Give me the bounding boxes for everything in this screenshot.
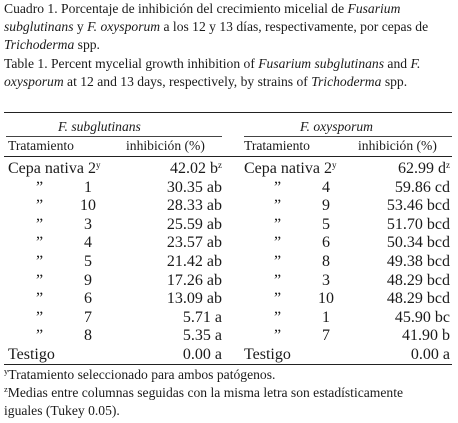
inhibition-value-left bbox=[167, 216, 222, 234]
ditto-mark-right: ” bbox=[274, 327, 282, 345]
footnote-y bbox=[4, 366, 452, 384]
table-top-rule bbox=[4, 112, 452, 113]
inhibition-value-text: 49.38 bcd bbox=[386, 253, 450, 270]
inhibition-value-right bbox=[398, 160, 450, 178]
ditto-mark-left: ” bbox=[36, 253, 44, 270]
strain-number-left: 6 bbox=[84, 290, 92, 308]
strain-number-right: 7 bbox=[322, 327, 330, 345]
inhibition-value-left bbox=[183, 309, 222, 327]
strain-number-right: 9 bbox=[322, 197, 330, 215]
treatment-name: Cepa nativa 2 bbox=[8, 160, 96, 177]
inhibition-value-text: 30.35 ab bbox=[166, 178, 222, 196]
inhibition-value-text: 23.57 ab bbox=[166, 234, 222, 252]
inhibition-value-right bbox=[387, 272, 450, 290]
strain-number-right: 4 bbox=[322, 178, 330, 196]
ditto-mark-right: ” bbox=[274, 271, 282, 289]
strain-number-right: 8 bbox=[322, 253, 330, 270]
inhibition-value-text: 62.99 d bbox=[398, 160, 446, 177]
ditto-mark-left: ” bbox=[36, 215, 44, 233]
footnote-z-text-line-2: iguales (Tukey 0.05). bbox=[4, 403, 120, 418]
strain-number-left: 9 bbox=[84, 271, 92, 289]
strain-number-right: 5 bbox=[322, 215, 330, 233]
row-treatment-left bbox=[8, 346, 55, 364]
ditto-mark-left: ” bbox=[36, 308, 44, 326]
inhibition-value-text: 53.46 bcd bbox=[386, 197, 450, 215]
caption-english bbox=[4, 55, 452, 91]
strain-number-right: 1 bbox=[322, 308, 330, 326]
inhibition-value-right bbox=[402, 327, 450, 345]
inhibition-value-text: 0.00 a bbox=[410, 346, 450, 363]
caption-es-suffix: spp. bbox=[74, 37, 100, 52]
inhibition-value-text: 13.09 ab bbox=[166, 290, 222, 308]
ditto-mark-left: ” bbox=[36, 234, 44, 252]
col-header-inhibition-1: inhibición (%) bbox=[126, 138, 205, 153]
inhibition-value-left bbox=[167, 234, 222, 252]
caption-en-mid-1: and bbox=[384, 56, 411, 71]
treatment-footnote-mark: y bbox=[331, 160, 337, 170]
strain-number-left: 1 bbox=[84, 178, 92, 196]
strain-number-left: 4 bbox=[84, 234, 92, 252]
inhibition-value-text: 45.90 bc bbox=[394, 308, 450, 326]
col-header-treatment-1: Tratamiento bbox=[8, 138, 74, 153]
inhibition-value-left bbox=[183, 327, 222, 345]
strain-number-left: 5 bbox=[84, 253, 92, 270]
caption-es-prefix: Cuadro 1. Porcentaje de inhibición del crecimiento micelial de bbox=[4, 1, 348, 16]
footnote-z-text-line-1: Medias entre columnas seguidas con la misma letra son estadísticamente bbox=[7, 385, 404, 400]
row-treatment-right bbox=[244, 160, 336, 178]
caption-es-mid-1: y bbox=[73, 19, 88, 34]
value-footnote-mark: z bbox=[446, 160, 450, 170]
inhibition-value-text: 5.71 a bbox=[182, 308, 222, 326]
inhibition-value-left bbox=[167, 272, 222, 290]
ditto-mark-right: ” bbox=[274, 234, 282, 252]
inhibition-value-text: 50.34 bcd bbox=[386, 234, 450, 252]
row-treatment-right bbox=[244, 346, 291, 364]
caption-spanish bbox=[4, 0, 452, 54]
inhibition-value-text: 51.70 bcd bbox=[386, 215, 450, 233]
inhibition-value-left bbox=[170, 160, 222, 178]
inhibition-value-right bbox=[387, 197, 450, 215]
treatment-name: Testigo bbox=[244, 346, 291, 363]
treatment-name: Cepa nativa 2 bbox=[244, 160, 332, 177]
strain-number-right: 6 bbox=[322, 234, 330, 252]
inhibition-value-text: 21.42 ab bbox=[166, 253, 222, 270]
col-header-treatment-2: Tratamiento bbox=[244, 138, 310, 153]
caption-en-species-3: Trichoderma bbox=[311, 74, 382, 89]
ditto-mark-left: ” bbox=[36, 178, 44, 196]
caption-es-species-2: F. oxysporum bbox=[87, 19, 161, 34]
treatment-name: Testigo bbox=[8, 346, 55, 363]
inhibition-value-text: 17.26 ab bbox=[166, 271, 222, 289]
caption-es-mid-2: a los 12 y 13 días, respectivamente, por cepas de bbox=[160, 19, 429, 34]
caption-en-species-1: Fusarium subglutinans bbox=[258, 56, 385, 71]
value-footnote-mark: z bbox=[218, 160, 222, 170]
ditto-mark-right: ” bbox=[274, 308, 282, 326]
inhibition-value-left bbox=[167, 179, 222, 197]
inhibition-value-left bbox=[167, 253, 222, 271]
table-bottom-rule bbox=[4, 364, 452, 365]
caption-es-species-3: Trichoderma bbox=[4, 37, 75, 52]
inhibition-value-text: 25.59 ab bbox=[166, 215, 222, 233]
inhibition-value-text: 41.90 b bbox=[402, 327, 450, 345]
caption-en-suffix: spp. bbox=[381, 74, 408, 89]
inhibition-value-right bbox=[387, 216, 450, 234]
strain-number-left: 8 bbox=[84, 327, 92, 345]
inhibition-value-right bbox=[395, 309, 450, 327]
ditto-mark-left: ” bbox=[36, 290, 44, 308]
inhibition-value-left bbox=[167, 290, 222, 308]
inhibition-value-right bbox=[387, 290, 450, 308]
ditto-mark-left: ” bbox=[36, 327, 44, 345]
caption-en-prefix: Table 1. Percent mycelial growth inhibition of bbox=[4, 56, 259, 71]
inhibition-value-text: 48.29 bcd bbox=[386, 290, 450, 308]
inhibition-value-text: 0.00 a bbox=[182, 346, 222, 363]
inhibition-value-right bbox=[411, 346, 450, 364]
caption-es-species-1: Fusarium subglutinans bbox=[4, 1, 401, 34]
ditto-mark-right: ” bbox=[274, 178, 282, 196]
ditto-mark-left: ” bbox=[36, 271, 44, 289]
inhibition-value-text: 48.29 bcd bbox=[386, 271, 450, 289]
group-header-subglutinans: F. subglutinans bbox=[58, 119, 141, 134]
row-treatment-left bbox=[8, 160, 100, 178]
strain-number-left: 10 bbox=[80, 197, 96, 215]
inhibition-value-text: 28.33 ab bbox=[166, 197, 222, 215]
ditto-mark-left: ” bbox=[36, 197, 44, 215]
strain-number-right: 3 bbox=[322, 271, 330, 289]
caption-en-mid-2: at 12 and 13 days, respectively, by strains of bbox=[63, 74, 312, 89]
group-header-oxysporum: F. oxysporum bbox=[300, 119, 373, 134]
strain-number-left: 7 bbox=[84, 308, 92, 326]
footnote-z bbox=[4, 384, 452, 420]
inhibition-value-text: 5.35 a bbox=[182, 327, 222, 345]
caption-en-species-2: F. oxysporum bbox=[4, 56, 421, 89]
inhibition-value-text: 59.86 cd bbox=[394, 178, 450, 196]
inhibition-value-text: 42.02 b bbox=[170, 160, 218, 177]
strain-number-right: 10 bbox=[318, 290, 334, 308]
footnote-y-mark: y bbox=[4, 366, 9, 376]
table-header-rule bbox=[4, 156, 452, 157]
treatment-footnote-mark: y bbox=[95, 160, 101, 170]
col-header-inhibition-2: inhibición (%) bbox=[358, 138, 437, 153]
ditto-mark-right: ” bbox=[274, 290, 282, 308]
ditto-mark-right: ” bbox=[274, 197, 282, 215]
inhibition-value-right bbox=[395, 179, 450, 197]
ditto-mark-right: ” bbox=[274, 253, 282, 270]
inhibition-value-left bbox=[167, 197, 222, 215]
footnote-z-mark: z bbox=[4, 384, 8, 394]
inhibition-value-right bbox=[387, 253, 450, 271]
footnote-y-text: Tratamiento seleccionado para ambos patógenos. bbox=[8, 367, 276, 382]
inhibition-value-right bbox=[387, 234, 450, 252]
strain-number-left: 3 bbox=[84, 215, 92, 233]
inhibition-value-left bbox=[183, 346, 222, 364]
ditto-mark-right: ” bbox=[274, 215, 282, 233]
